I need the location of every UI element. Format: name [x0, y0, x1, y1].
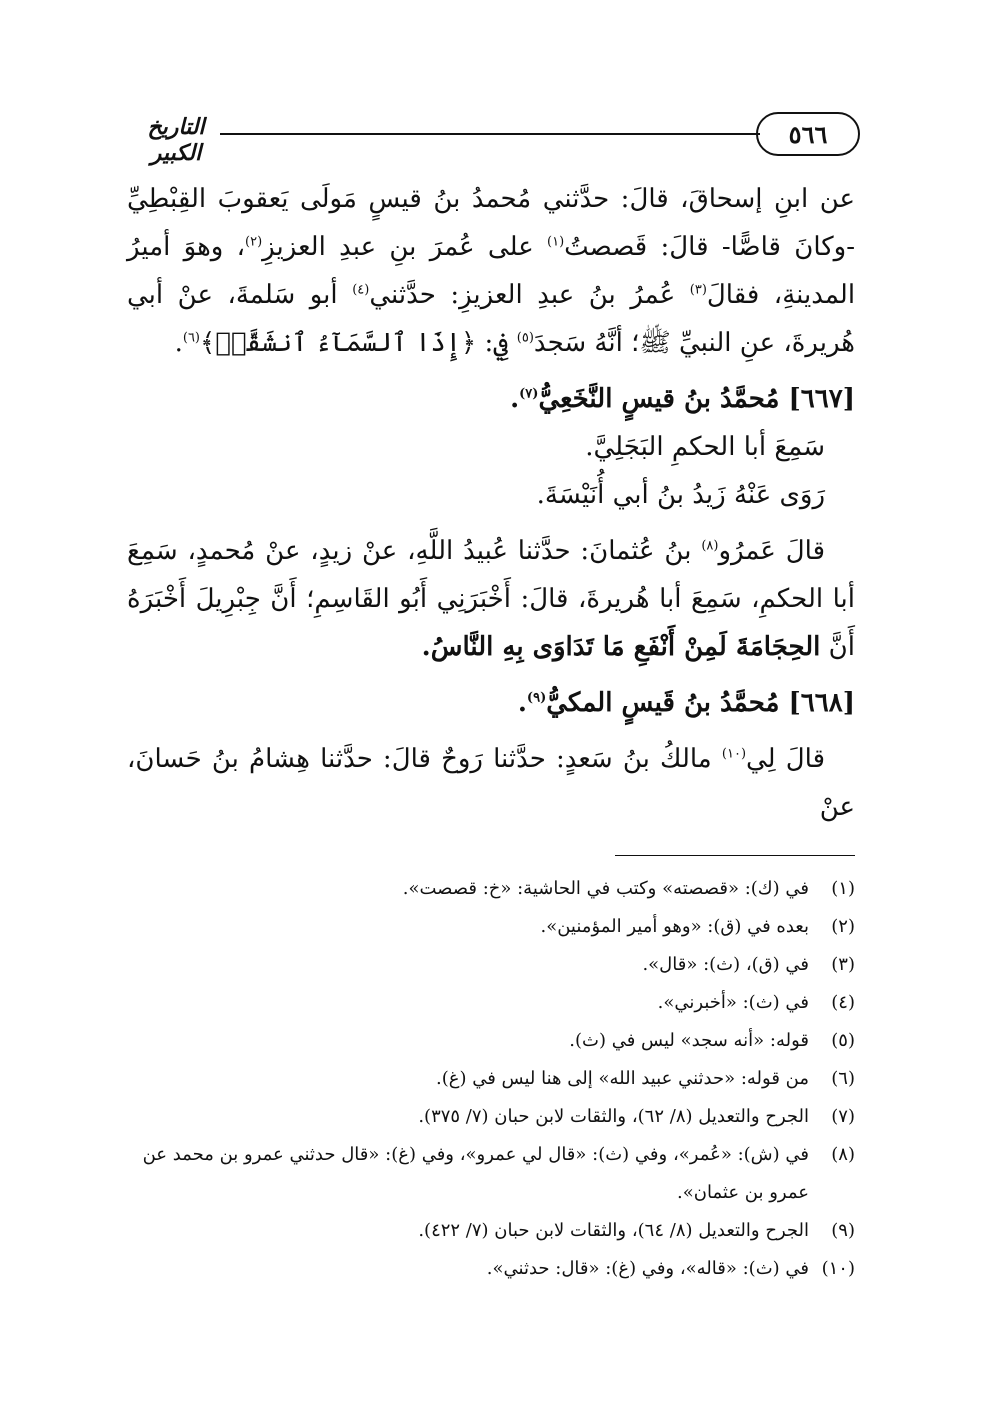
footnote-mark-5[interactable]: (٥) — [516, 330, 534, 346]
text-fragment: ، وهوَ أميرُ المدينةِ، فقالَ — [127, 232, 856, 310]
footnote-mark-2[interactable]: (٢) — [245, 234, 263, 250]
entry-667-isnad — [127, 527, 855, 671]
footnote-text: في (ث): «أخبرني». — [657, 992, 809, 1013]
footnote-mark-6[interactable]: (٦) — [182, 330, 200, 346]
footnote-text: من قوله: «حدثني عبيد الله» إلى هنا ليس في (غ). — [435, 1068, 809, 1089]
text-fragment: بنُ عُثمانَ: حدَّثنا عُبيدُ اللَّهِ، عنْ زيدٍ، عنْ مُحمدٍ، سَمِعَ أبا الحكمِ، سَمِعَ أبا هُريرةَ، قالَ: أَخْبَرَنِي أَبُو القَاسِمِ؛ أَنَّ جِبْرِيلَ أَخْبَرَهُ أَنَّ — [127, 536, 855, 662]
footnote-number: (٨) — [831, 1144, 855, 1165]
footnote-mark-10[interactable]: (١٠) — [721, 746, 747, 762]
footnote-mark-4[interactable]: (٤) — [352, 282, 370, 298]
footnote-number: (١٠) — [821, 1258, 855, 1279]
footnote-number: (١) — [831, 878, 855, 899]
footnote-separator — [615, 855, 855, 856]
footnote-mark-1[interactable]: (١) — [547, 234, 565, 250]
page-header — [130, 112, 860, 166]
text-fragment: على عُمرَ بنِ عبدِ العزيزِ — [262, 232, 534, 262]
footnote-5 — [120, 1022, 855, 1060]
paragraph-intro — [127, 175, 855, 367]
entry-668-heading: [٦٦٨] مُحمَّدُ بنُ قَيسٍ المكيُّ$^{(٩)}$. — [517, 688, 855, 718]
footnote-9 — [120, 1212, 855, 1250]
text-fragment: . — [174, 328, 183, 358]
header-rule — [220, 133, 760, 135]
footnote-text: بعده في (ق): «وهو أمير المؤمنين». — [540, 916, 809, 937]
footnote-number: (٥) — [831, 1030, 855, 1051]
quran-verse: ﴿إِذَا ٱلسَّمَآءُ ٱنشَقَّتۡ﴾ — [200, 328, 477, 358]
text-fragment: عبدِ العزيزِ: حدَّثني — [369, 280, 575, 310]
footnote-10 — [120, 1250, 855, 1288]
footnote-mark-8[interactable]: (٨) — [701, 538, 719, 554]
footnote-7 — [120, 1098, 855, 1136]
entry-667-title: [٦٦٧] مُحمَّدُ بنُ قيسٍ النَّخَعِيُّ — [538, 384, 855, 414]
text-fragment: عُمرُ بنُ — [588, 280, 676, 310]
footnote-number: (٢) — [831, 916, 855, 937]
text-fragment: قالَ لِي — [746, 744, 825, 774]
footnotes — [120, 870, 855, 1288]
footnote-3 — [120, 946, 855, 984]
footnote-text: في (ث): «قاله»، وفي (غ): «قال: حدثني». — [486, 1258, 809, 1279]
footnote-text: في (ق)، (ث): «قال». — [642, 954, 809, 975]
footnote-text: في (ش): «عُمر»، وفي (ث): «قال لي عمرو»، وفي (غ): «قال حدثني عمرو بن محمد عن عمرو بن عثمان». — [142, 1144, 809, 1203]
footnote-mark-7[interactable]: (٧) — [519, 386, 539, 402]
text-fragment: قالَ عَمرُو — [718, 536, 825, 566]
footnote-8 — [120, 1136, 855, 1212]
text-fragment: مالكُ بنُ سَعدٍ: حدَّثنا رَوحٌ قالَ: حدَّثنا هِشامُ بنُ حَسانَ، عنْ — [127, 744, 855, 822]
footnote-2 — [120, 908, 855, 946]
footnote-number: (٣) — [831, 954, 855, 975]
footnote-number: (٩) — [831, 1220, 855, 1241]
footnote-6 — [120, 1060, 855, 1098]
entry-667-heading: [٦٦٧] مُحمَّدُ بنُ قيسٍ النَّخَعِيُّ$^{(٧)}$. — [510, 384, 855, 414]
main-text — [127, 175, 855, 831]
footnote-number: (٧) — [831, 1106, 855, 1127]
page-number-badge: ٥٦٦ — [756, 112, 860, 156]
entry-667-narrated: رَوَى عَنْهُ زَيدُ بنُ أبي أُنَيْسَةَ. — [536, 480, 825, 510]
footnote-1 — [120, 870, 855, 908]
footnote-mark-3[interactable]: (٣) — [689, 282, 707, 298]
entry-668-isnad — [127, 735, 855, 831]
footnote-mark-9[interactable]: (٩) — [526, 690, 547, 706]
footnote-text: الجرح والتعديل (٨/ ٦٢)، والثقات لابن حبان (٧/ ٣٧٥). — [418, 1106, 809, 1127]
hadith-text: الحِجَامَةَ لَمِنْ أَنْفَعِ مَا تَدَاوَى بِهِ النَّاسُ. — [421, 632, 821, 662]
footnote-4 — [120, 984, 855, 1022]
footnote-number: (٤) — [831, 992, 855, 1013]
text-fragment: أبو سَلمةَ، عنْ أبي هُريرةَ، عنِ النبيِّ ﷺ؛ أنَّهُ سَجدَ — [127, 280, 855, 358]
text-fragment: قالَ: قَصصتُ — [564, 232, 709, 262]
footnote-text: في (ك): «قصصته» وكتب في الحاشية: «خ: قصصت». — [402, 878, 809, 899]
text-fragment: فِي: — [484, 328, 509, 358]
entry-667-heard: سَمِعَ أبا الحكمِ البَجَلِيَّ. — [585, 432, 825, 462]
line-1: عن ابنِ إسحاقَ، قالَ: حدَّثني مُحمدُ بنُ قيسٍ مَولَى يَعقوبَ القِبْطِيِّ -وكانَ قاصًّا- — [127, 184, 855, 262]
entry-668-title: [٦٦٨] مُحمَّدُ بنُ قَيسٍ المكيُّ — [546, 688, 855, 718]
footnote-text: قوله: «أنه سجد» ليس في (ث). — [569, 1030, 809, 1051]
footnote-number: (٦) — [831, 1068, 855, 1089]
running-title: التاريخ الكبير — [147, 114, 205, 166]
footnote-text: الجرح والتعديل (٨/ ٦٤)، والثقات لابن حبان (٧/ ٤٢٢). — [418, 1220, 809, 1241]
